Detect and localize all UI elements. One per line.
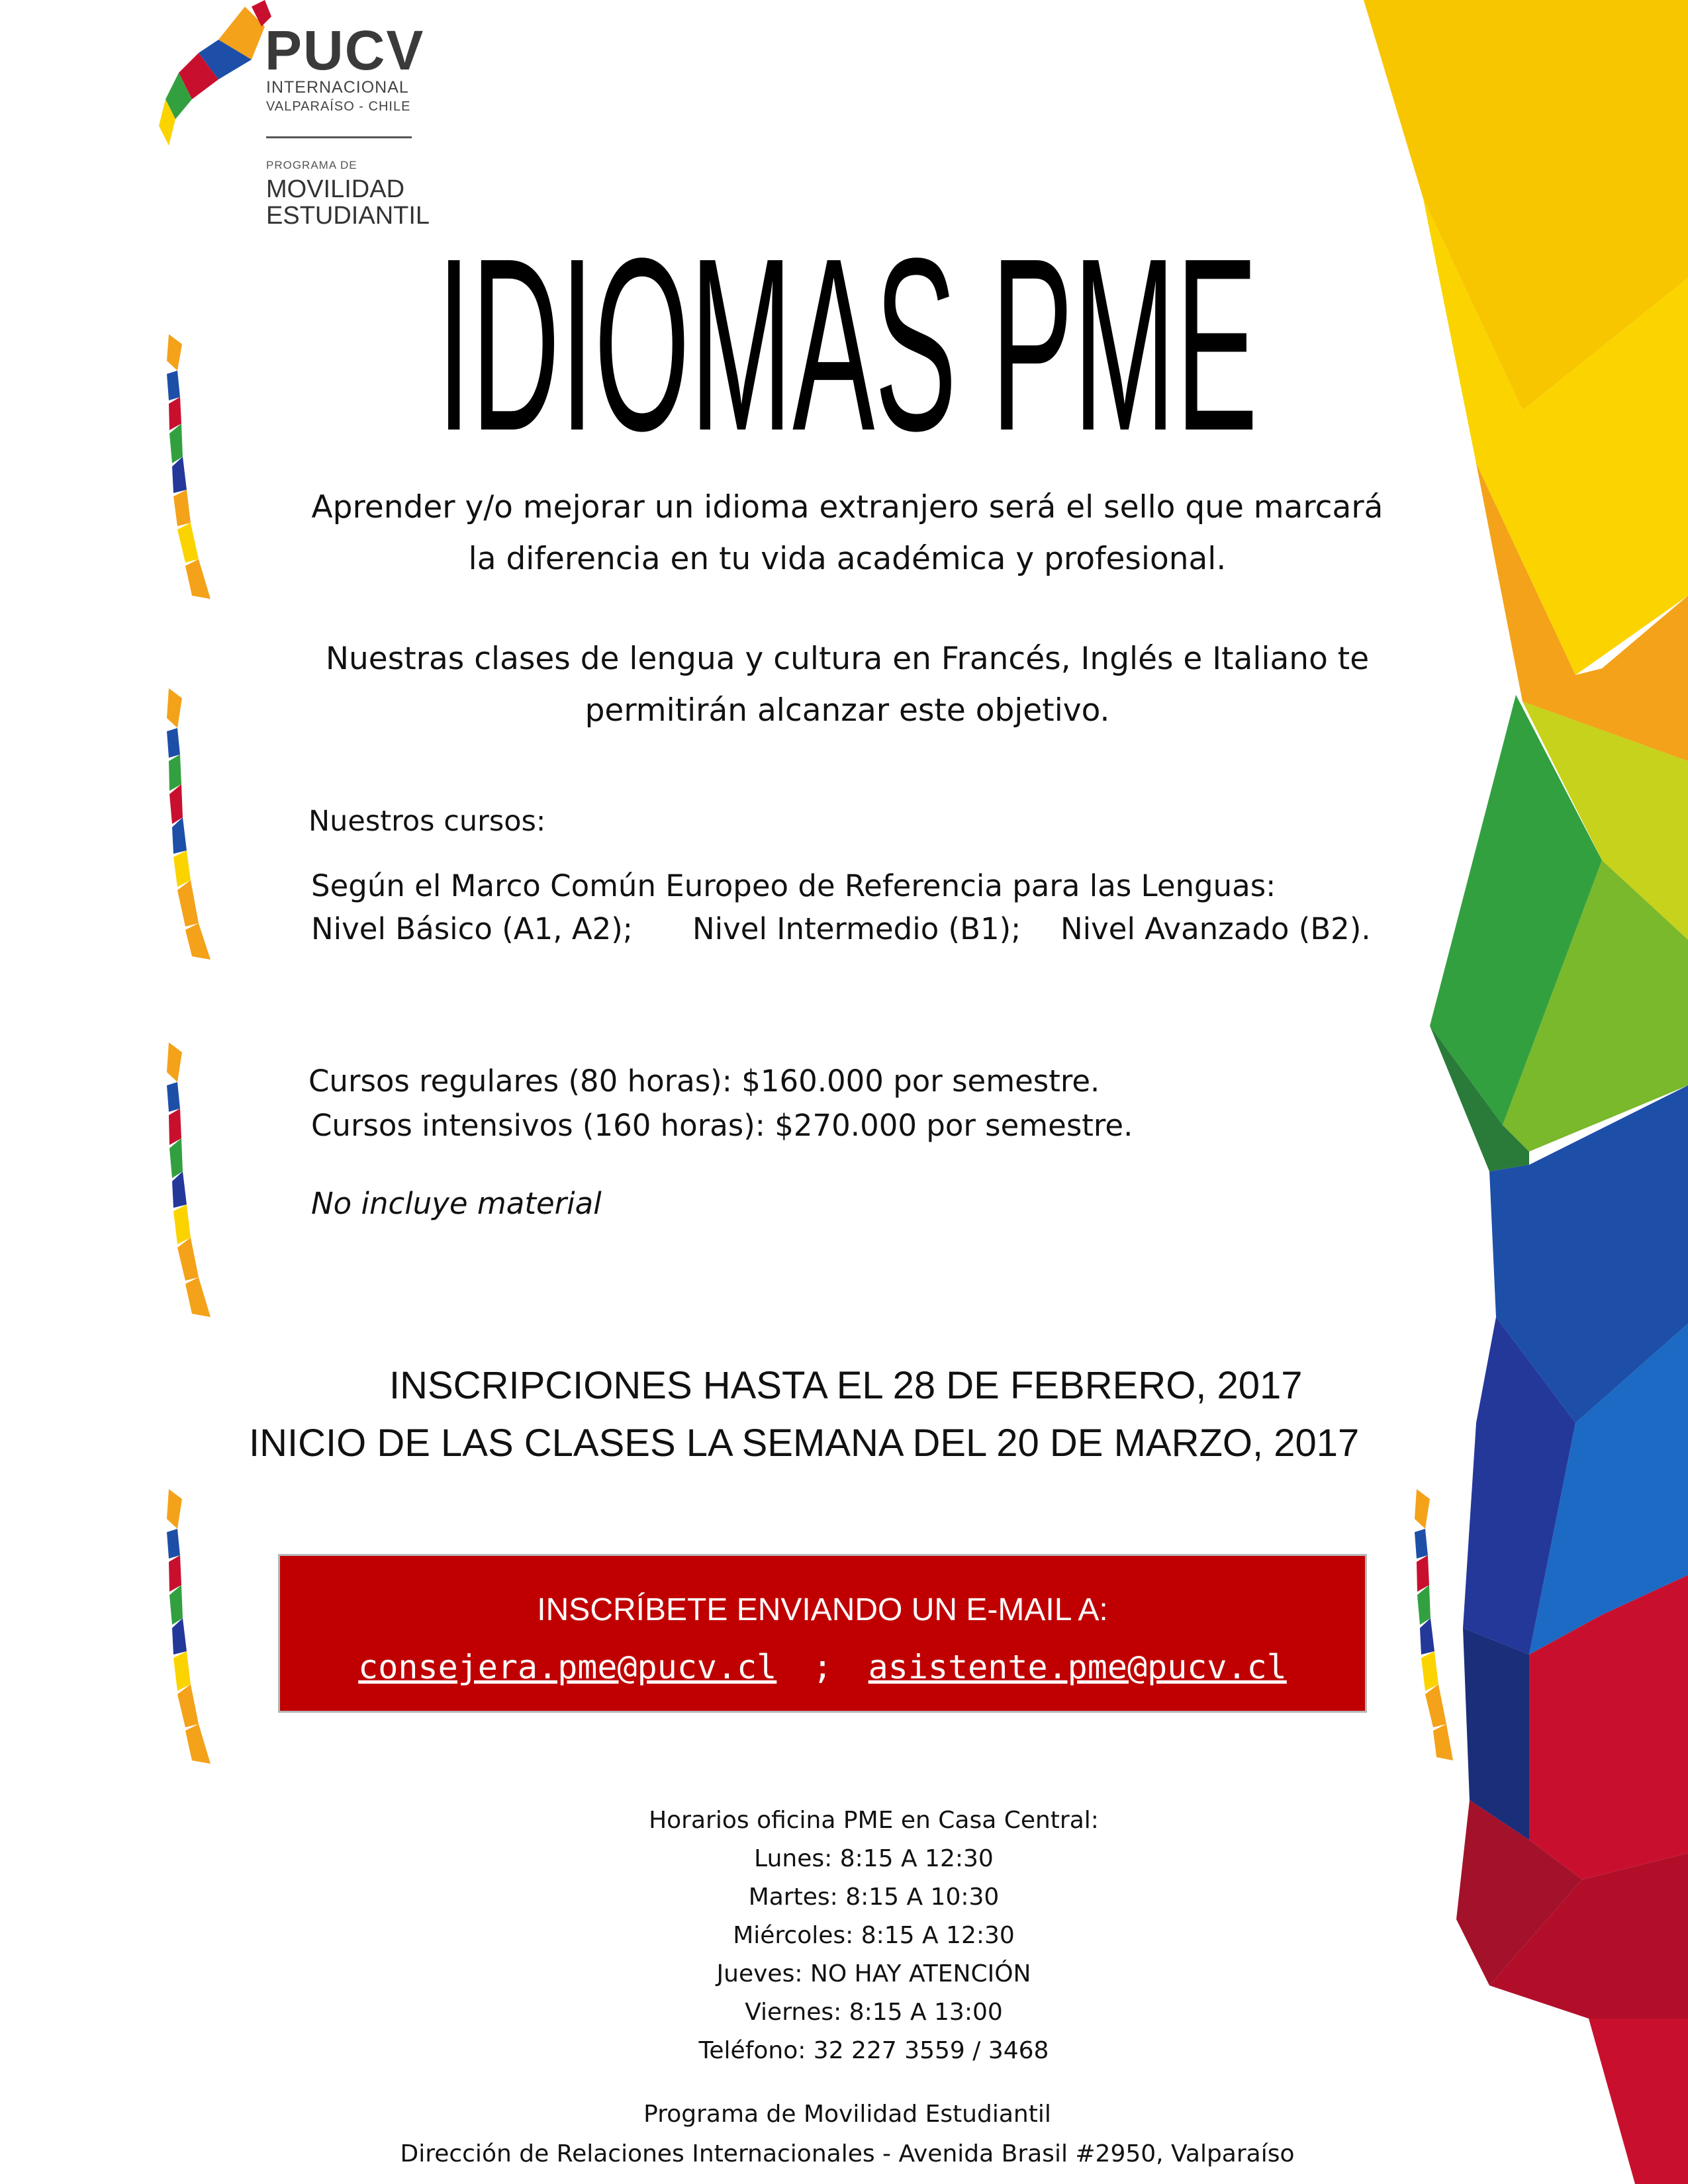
classes-line-2: permitirán alcanzar este objetivo. [585, 692, 1110, 729]
footer-program: Programa de Movilidad Estudiantil [643, 2101, 1051, 2128]
classes-paragraph [265, 633, 1430, 737]
courses-heading: Nuestros cursos: [308, 805, 546, 838]
logo-program-line2: ESTUDIANTIL [266, 202, 430, 230]
logo-line-location: VALPARAÍSO - CHILE [266, 99, 411, 114]
intro-line-2: la diferencia en tu vida académica y profesional. [468, 541, 1227, 577]
hours-monday: Lunes: 8:15 A 12:30 [754, 1845, 994, 1872]
classes-start-date: INICIO DE LAS CLASES LA SEMANA DEL 20 DE MARZO, 2017 [249, 1422, 1360, 1465]
level-intermediate: Nivel Intermedio (B1); [692, 911, 1021, 946]
price-intensive: Cursos intensivos (160 horas): $270.000 por semestre. [311, 1108, 1133, 1143]
registration-deadline: INSCRIPCIONES HASTA EL 28 DE FEBRERO, 2017 [389, 1364, 1303, 1407]
hours-friday: Viernes: 8:15 A 13:00 [745, 1999, 1003, 2026]
logo-brand: PUCV [265, 19, 425, 81]
hours-wednesday: Miércoles: 8:15 A 12:30 [733, 1922, 1015, 1949]
footer-address: Dirección de Relaciones Internacionales - Avenida Brasil #2950, Valparaíso [400, 2140, 1295, 2167]
price-regular: Cursos regulares (80 horas): $160.000 por semestre. [308, 1064, 1100, 1099]
level-advanced: Nivel Avanzado (B2). [1060, 911, 1371, 946]
office-hours-heading: Horarios oficina PME en Casa Central: [649, 1807, 1099, 1834]
signup-emails [278, 1648, 1367, 1686]
hours-thursday: Jueves: NO HAY ATENCIÓN [716, 1960, 1031, 1987]
footer [278, 2095, 1417, 2174]
intro-line-1: Aprender y/o mejorar un idioma extranjero será el sello que marcará [311, 489, 1383, 525]
signup-box [278, 1554, 1367, 1713]
logo-line-internacional: INTERNACIONAL [266, 78, 409, 97]
office-phone: Teléfono: 32 227 3559 / 3468 [698, 2037, 1049, 2064]
logo-divider [266, 136, 412, 138]
email-separator: ; [812, 1648, 833, 1686]
office-hours [543, 1801, 1205, 2070]
hours-tuesday: Martes: 8:15 A 10:30 [748, 1884, 1000, 1911]
logo-program-line1: MOVILIDAD [266, 175, 405, 203]
material-note: No incluye material [311, 1186, 602, 1221]
email-link-consejera[interactable]: consejera.pme@pucv.cl [358, 1648, 777, 1686]
courses-framework: Según el Marco Común Europeo de Referencia para las Lenguas: [311, 868, 1276, 903]
signup-heading: INSCRÍBETE ENVIANDO UN E-MAIL A: [537, 1592, 1108, 1627]
email-link-asistente[interactable]: asistente.pme@pucv.cl [868, 1648, 1287, 1686]
intro-paragraph [265, 482, 1430, 585]
logo-program-label: PROGRAMA DE [266, 159, 357, 171]
level-basic: Nivel Básico (A1, A2); [311, 911, 633, 946]
page-title: IDIOMAS PME [436, 206, 1258, 482]
classes-line-1: Nuestras clases de lengua y cultura en Francés, Inglés e Italiano te [325, 641, 1370, 677]
